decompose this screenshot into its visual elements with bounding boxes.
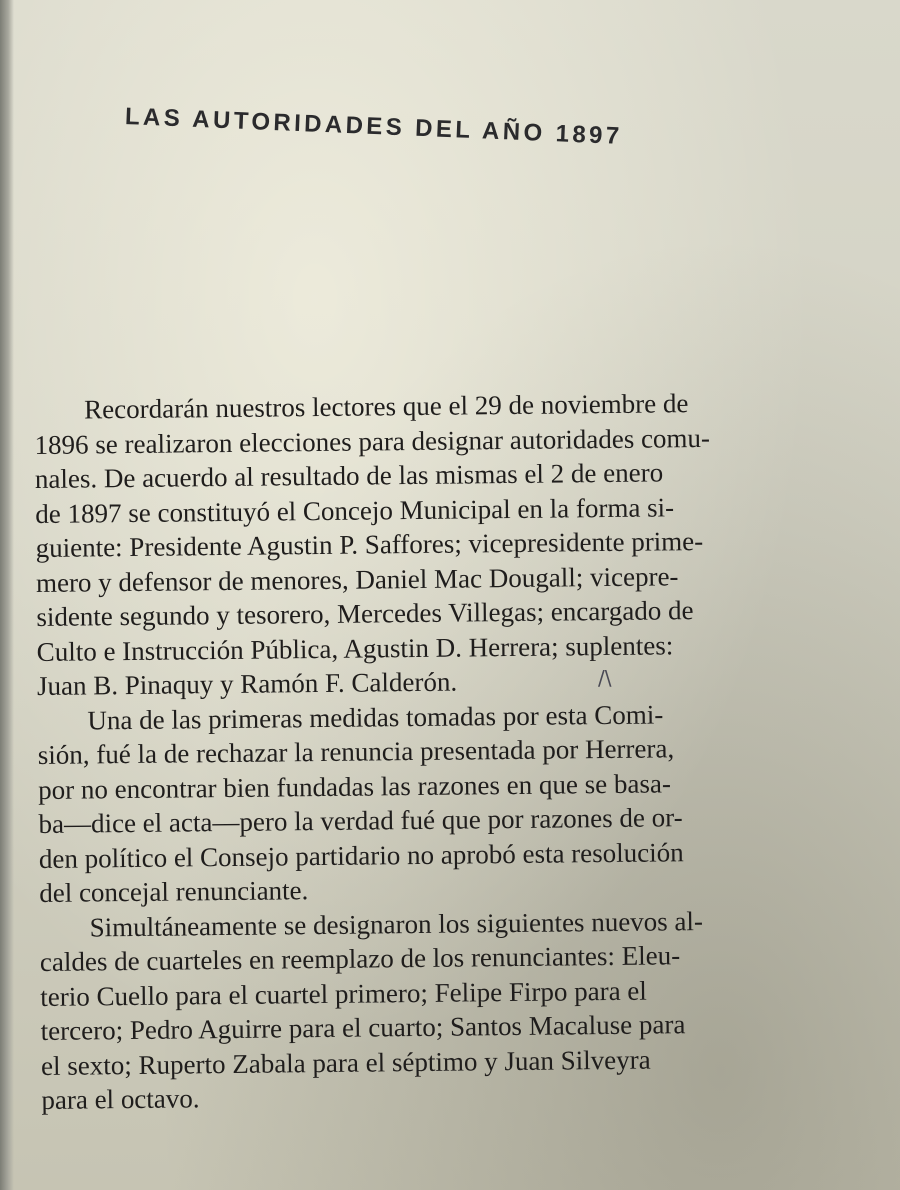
- text-line: sión, fué la de rechazar la renuncia presentada por Herrera,: [37, 733, 675, 770]
- text-line: Una de las primeras medidas tomadas por esta Comi-: [87, 698, 664, 735]
- text-line: para el octavo.: [41, 1083, 200, 1115]
- text-line: ba—dice el acta—pero la verdad fué que por razones de or-: [38, 802, 683, 839]
- paragraph-2: [37, 695, 839, 910]
- text-line: Culto e Instrucción Pública, Agustin D. Herrera; suplentes:: [36, 629, 674, 667]
- text-line: por no encontrar bien fundadas las razones en que se basa-: [37, 767, 672, 805]
- paragraph-1: [34, 385, 837, 704]
- text-line: sidente segundo y tesorero, Mercedes Villegas; encargado de: [36, 595, 694, 632]
- text-line: caldes de cuarteles en reemplazo de los renunciantes: Eleu-: [39, 940, 681, 977]
- text-line: Recordarán nuestros lectores que el 29 de noviembre de: [84, 388, 689, 425]
- text-line: 1896 se realizaron elecciones para designar autoridades comu-: [34, 422, 711, 460]
- text-line: Simultáneamente se designaron los siguientes nuevos al-: [89, 905, 704, 942]
- text-line: tercero; Pedro Aguirre para el cuarto; Santos Macaluse para: [40, 1009, 686, 1046]
- text-line: nales. De acuerdo al resultado de las mismas el 2 de enero: [34, 457, 664, 494]
- body-text: [34, 385, 842, 1118]
- text-line: terio Cuello para el cuartel primero; Felipe Firpo para el: [40, 975, 647, 1012]
- text-line: mero y defensor de menores, Daniel Mac Dougall; vicepre-: [35, 560, 679, 598]
- page-edge-shadow: [0, 0, 14, 1190]
- text-line: del concejal renunciante.: [39, 875, 309, 908]
- text-line: guiente: Presidente Agustin P. Saffores; vicepresidente prime-: [35, 526, 704, 563]
- paragraph-3: [39, 902, 841, 1117]
- text-line: de 1897 se constituyó el Concejo Municipal en la forma si-: [35, 491, 675, 529]
- text-line: el sexto; Ruperto Zabala para el séptimo y Juan Silveyra: [40, 1044, 651, 1081]
- text-line: Juan B. Pinaquy y Ramón F. Calderón.: [36, 666, 458, 701]
- text-line: den político el Consejo partidario no aprobó esta resolución: [38, 836, 684, 874]
- chapter-title: LAS AUTORIDADES DEL AÑO 1897: [124, 103, 624, 150]
- handwritten-mark: /\: [598, 666, 612, 690]
